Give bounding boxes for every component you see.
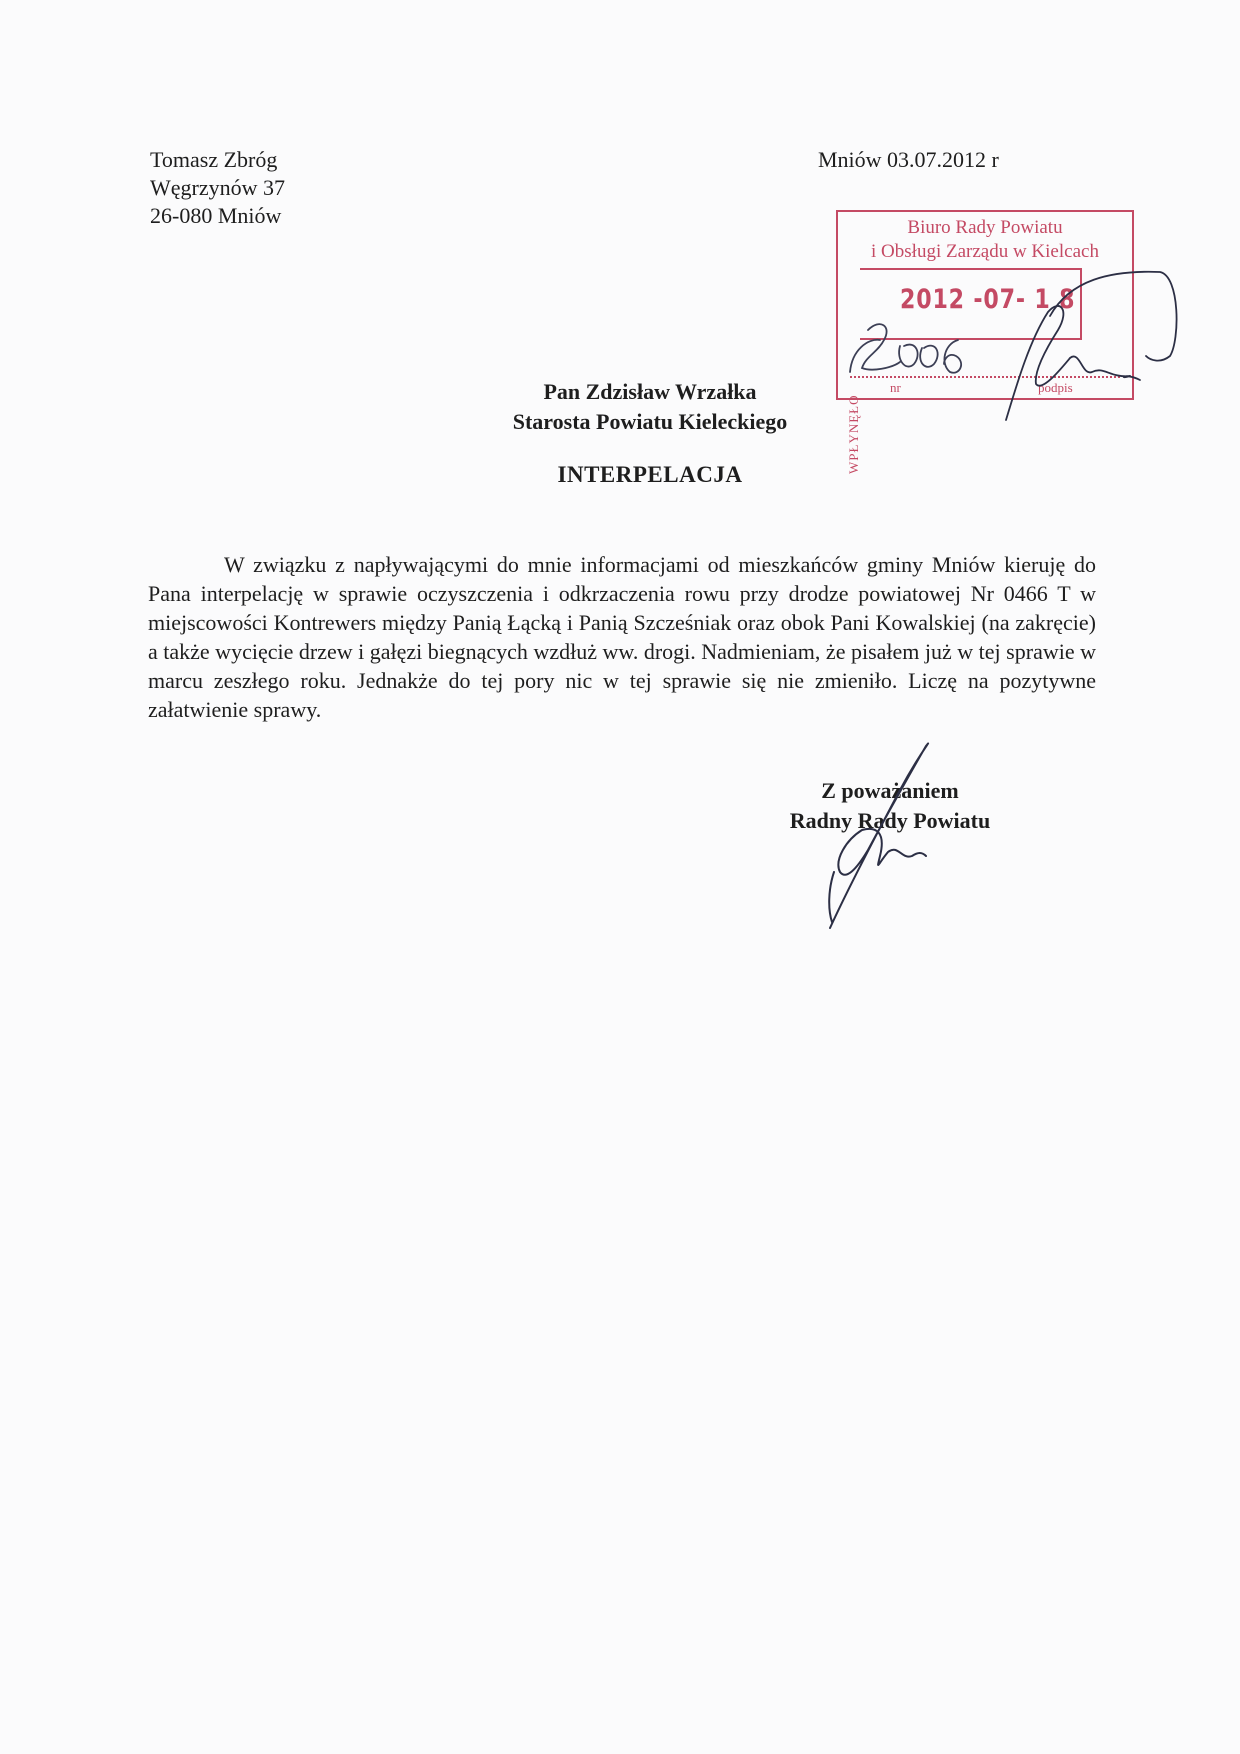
- stamp-office-line1: Biuro Rady Powiatu: [907, 217, 1063, 238]
- stamp-date: 2012 -07- 1 8: [900, 284, 1076, 315]
- closing-salutation: Z poważaniem: [821, 778, 959, 803]
- author-signature: [829, 743, 928, 928]
- stamp-office-line2: i Obsługi Zarządu w Kielcach: [871, 241, 1099, 262]
- stamp-received-label: WPŁYNĘŁO: [846, 394, 861, 474]
- stamp-nr-label: nr: [890, 380, 901, 395]
- stamp-signature-label: podpis: [1038, 380, 1073, 395]
- addressee-title: Starosta Powiatu Kieleckiego: [512, 409, 788, 434]
- sender-postal-city: 26-080 Mniów: [150, 203, 282, 228]
- letter-date: Mniów 03.07.2012 r: [818, 147, 999, 172]
- sender-name: Tomasz Zbróg: [150, 147, 278, 172]
- document-title: INTERPELACJA: [557, 462, 743, 487]
- closing-signer-role: Radny Rady Powiatu: [789, 808, 991, 833]
- stamp-handwritten-number: [850, 324, 961, 373]
- stamp-signature-scribble: [1006, 272, 1177, 420]
- letter-body: W związku z napływającymi do mnie informacjami od mieszkańców gminy Mniów kieruję do Pana interpelację w sprawie oczyszczenia i odkrzaczenia rowu przy drodze powiatowej Nr 0466 T w miejscowości Kontrewers między Panią Łącką i Panią Szcześniak oraz obok Pani Kowalskiej (na zakręcie) a także wycięcie drzew i gałęzi biegnących wzdłuż ww. drogi. Nadmieniam, że pisałem już w tej sprawie w marcu zeszłego roku. Jednakże do tej pory nic w tej sprawie się nie zmieniło. Liczę na pozytywne załatwienie sprawy.: [148, 552, 1096, 722]
- addressee-name: Pan Zdzisław Wrzałka: [543, 379, 757, 404]
- sender-street: Węgrzynów 37: [150, 175, 286, 200]
